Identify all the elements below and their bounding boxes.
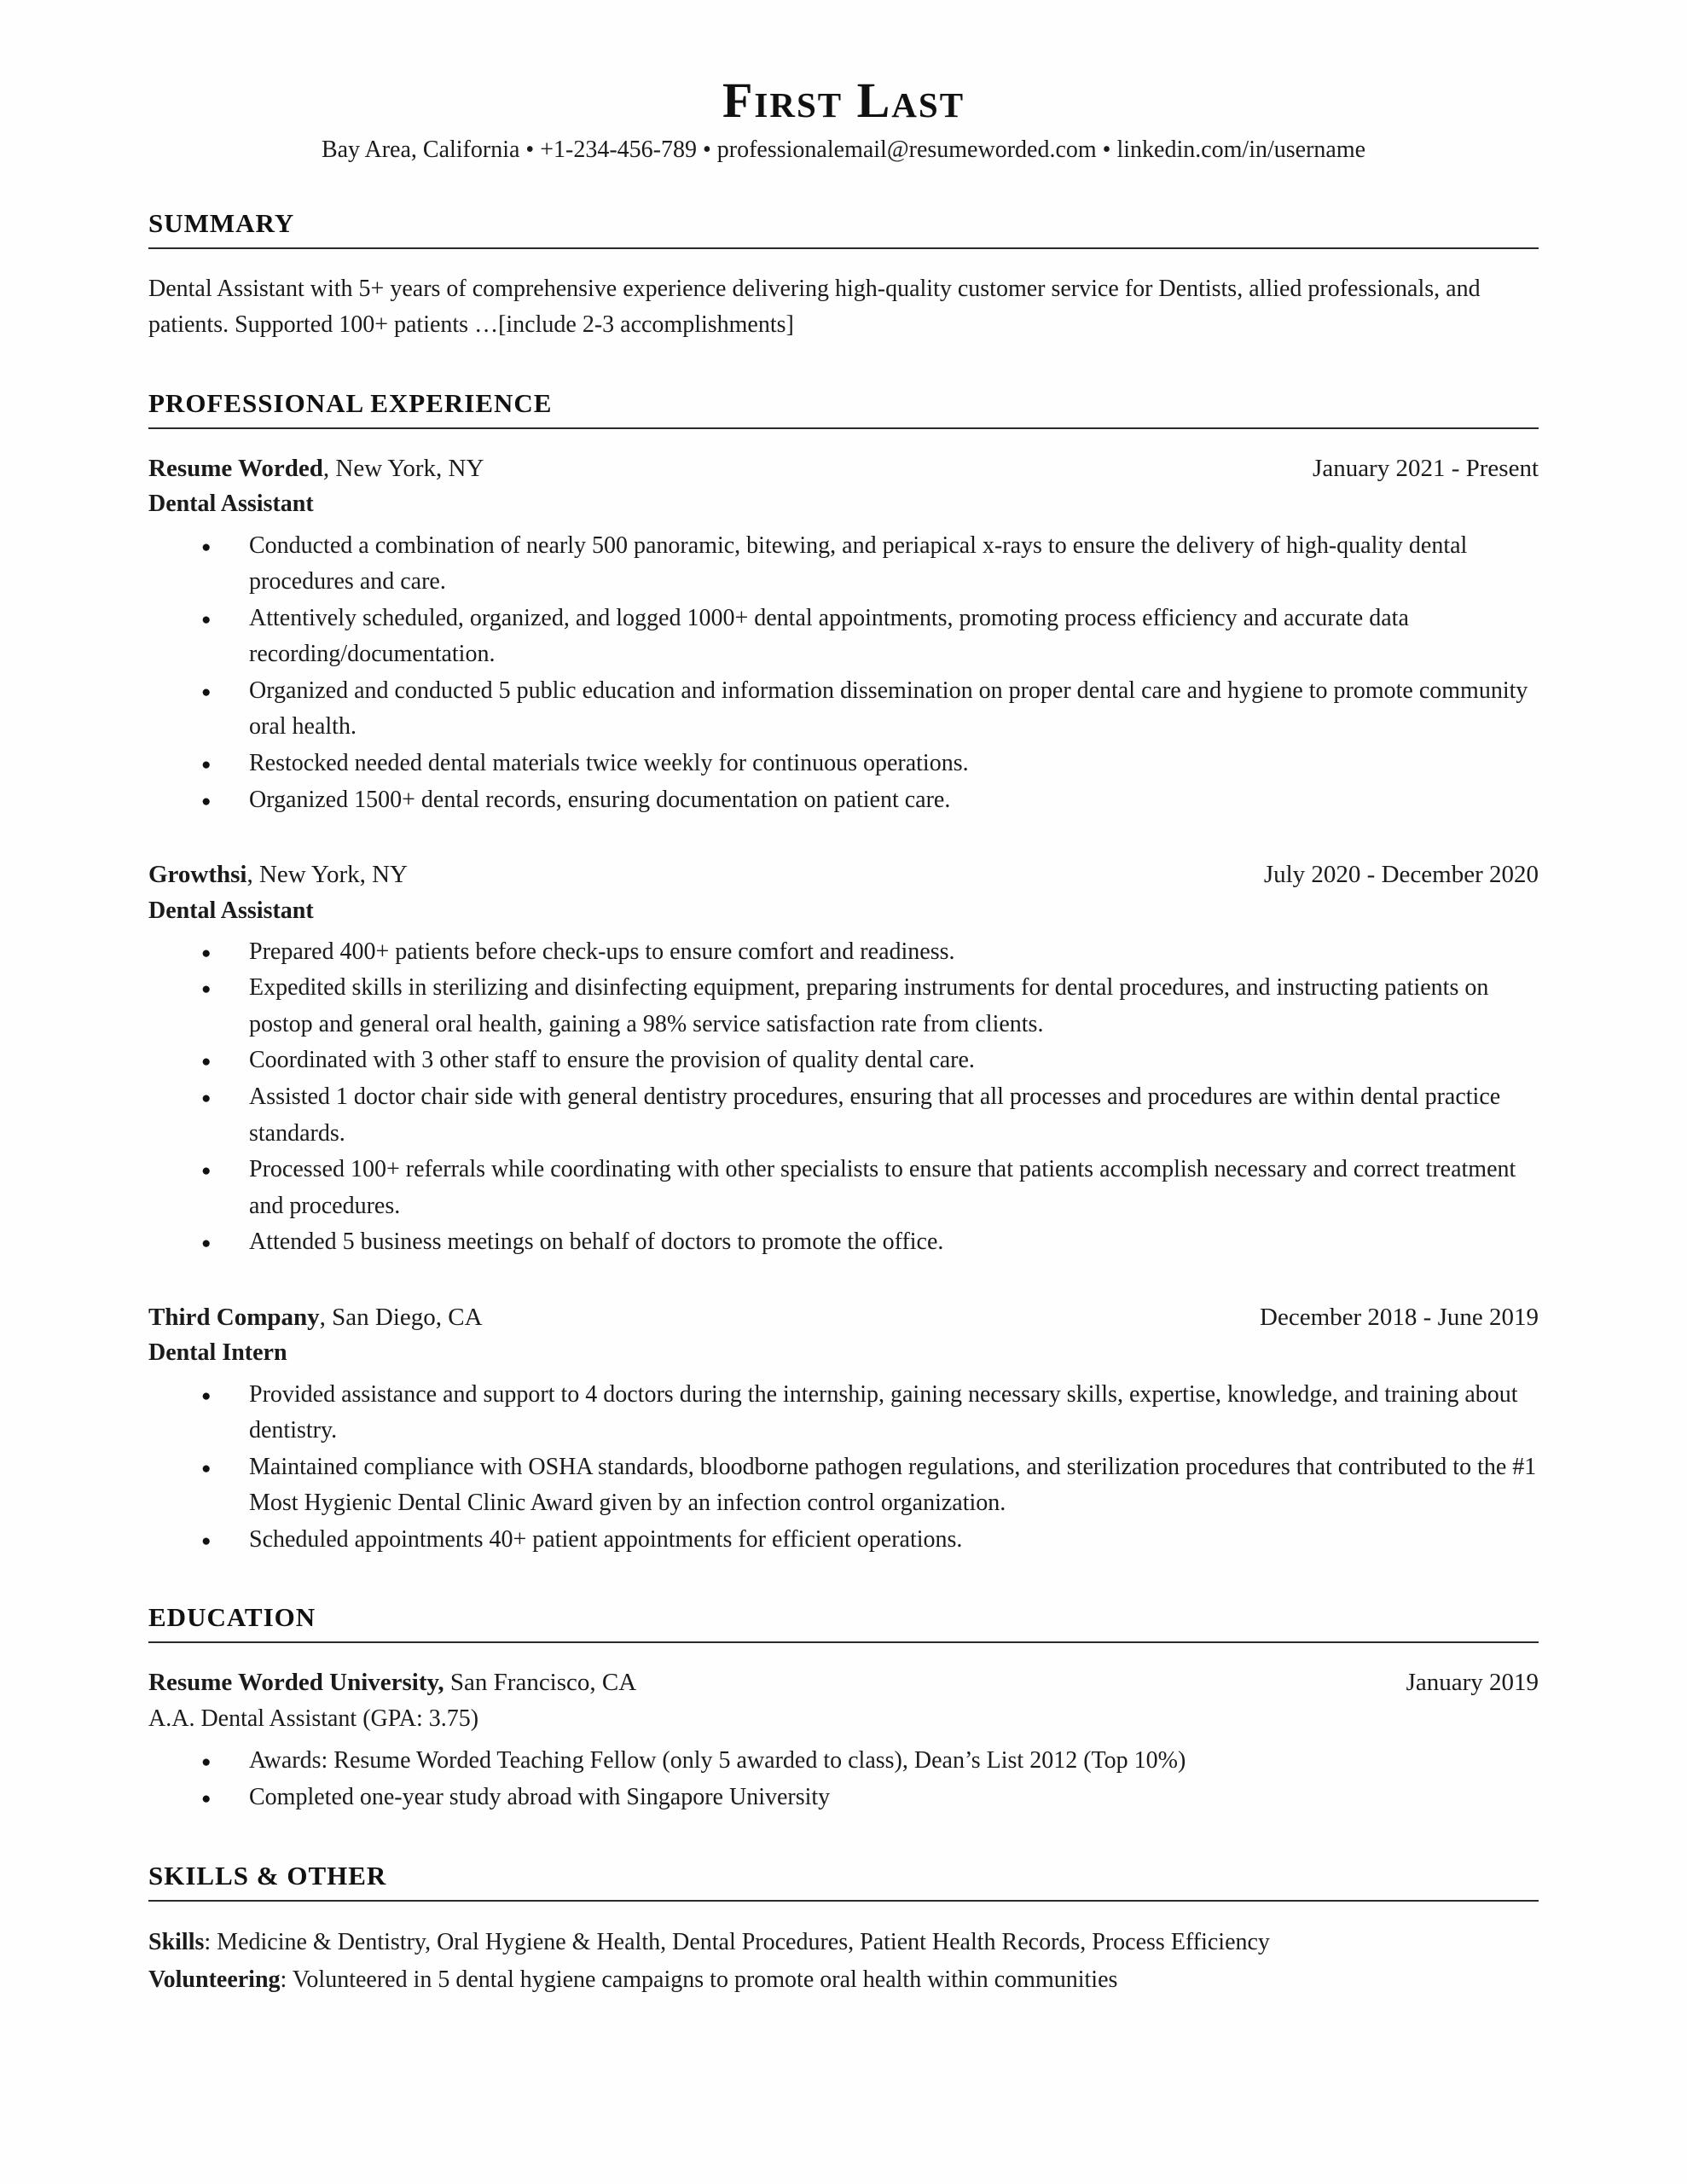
section-summary	[148, 208, 1539, 344]
company-name: Growthsi	[148, 861, 247, 889]
bullet-item: ● Restocked needed dental materials twice weekly for continuous operations.	[148, 746, 1539, 782]
skills-heading: SKILLS & OTHER	[148, 1861, 1539, 1902]
job-role: Dental Assistant	[148, 897, 314, 924]
job-dates: July 2020 - December 2020	[1263, 861, 1539, 889]
summary-text: Dental Assistant with 5+ years of comprehensive experience delivering high-quality customer service for Dentists, allied professionals, and patients. Supported 100+ patients …[include 2-3 accomplishments]	[148, 275, 1481, 339]
degree-line: A.A. Dental Assistant (GPA: 3.75)	[148, 1705, 479, 1732]
job-entry	[148, 451, 1539, 818]
skills-line	[148, 1924, 1539, 1962]
bullet-item: ● Processed 100+ referrals while coordinating with other specialists to ensure that patients accomplish necessary and correct treatment and procedures.	[148, 1152, 1539, 1224]
education-dates: January 2019	[1406, 1669, 1539, 1697]
experience-heading: PROFESSIONAL EXPERIENCE	[148, 388, 1539, 429]
job-entry	[148, 857, 1539, 1261]
job-title-line	[148, 857, 408, 892]
job-entry	[148, 1300, 1539, 1559]
bullet-item: ● Assisted 1 doctor chair side with general dentistry procedures, ensuring that all processes and procedures are within dental practice standards.	[148, 1079, 1539, 1152]
candidate-name: First Last	[722, 73, 965, 128]
bullet-item: ● Attended 5 business meetings on behalf of doctors to promote the office.	[148, 1224, 1539, 1261]
skills-label: Skills	[148, 1928, 205, 1955]
job-title-line	[148, 451, 484, 486]
education-header	[148, 1665, 1539, 1700]
bullet-item: ● Completed one-year study abroad with Singapore University	[148, 1780, 1539, 1816]
bullet-item: ● Attentively scheduled, organized, and logged 1000+ dental appointments, promoting process efficiency and accurate data recording/documentation.	[148, 601, 1539, 673]
bullet-item: ● Organized and conducted 5 public education and information dissemination on proper dental care and hygiene to promote community oral health.	[148, 673, 1539, 746]
education-bullet-list	[148, 1743, 1539, 1815]
job-dates: December 2018 - June 2019	[1260, 1303, 1539, 1331]
bullet-item: ● Conducted a combination of nearly 500 panoramic, bitewing, and periapical x-rays to ensure the delivery of high-quality dental procedures and care.	[148, 528, 1539, 601]
job-role: Dental Assistant	[148, 491, 314, 518]
school-location: San Francisco, CA	[443, 1669, 637, 1697]
school-title-line	[148, 1665, 636, 1700]
company-location: , New York, NY	[322, 454, 484, 482]
bullet-item: ● Coordinated with 3 other staff to ensure the provision of quality dental care.	[148, 1043, 1539, 1079]
job-header	[148, 857, 1539, 892]
bullet-item: ● Expedited skills in sterilizing and disinfecting equipment, preparing instruments for dental procedures, and instructing patients on postop and general oral health, gaining a 98% service satisfaction rate from clients.	[148, 970, 1539, 1043]
job-dates: January 2021 - Present	[1313, 454, 1539, 482]
job-bullet-list	[148, 528, 1539, 818]
bullet-item: ● Maintained compliance with OSHA standards, bloodborne pathogen regulations, and sterilization procedures that contributed to the #1 Most Hygienic Dental Clinic Award given by an infection control organization.	[148, 1449, 1539, 1522]
bullet-item: ● Provided assistance and support to 4 doctors during the internship, gaining necessary skills, expertise, knowledge, and training about dentistry.	[148, 1377, 1539, 1449]
school-name: Resume Worded University,	[148, 1669, 444, 1697]
bullet-item: ● Awards: Resume Worded Teaching Fellow (only 5 awarded to class), Dean’s List 2012 (Top 10%)	[148, 1743, 1539, 1780]
contact-line: Bay Area, California • +1-234-456-789 • professionalemail@resumeworded.com • linkedin.com/in/username	[321, 136, 1366, 163]
company-name: Resume Worded	[148, 454, 323, 482]
education-entry	[148, 1665, 1539, 1815]
job-bullet-list	[148, 1377, 1539, 1559]
job-header	[148, 451, 1539, 486]
job-header	[148, 1300, 1539, 1335]
company-location: , San Diego, CA	[319, 1303, 483, 1331]
bullet-item: ● Scheduled appointments 40+ patient appointments for efficient operations.	[148, 1522, 1539, 1559]
summary-heading: SUMMARY	[148, 208, 1539, 249]
company-location: , New York, NY	[246, 861, 408, 889]
section-skills	[148, 1861, 1539, 2001]
job-title-line	[148, 1300, 483, 1335]
bullet-item: ● Organized 1500+ dental records, ensuring documentation on patient care.	[148, 782, 1539, 819]
volunteering-text: : Volunteered in 5 dental hygiene campaigns to promote oral health within communities	[280, 1966, 1118, 1994]
job-bullet-list	[148, 934, 1539, 1261]
volunteering-label: Volunteering	[148, 1966, 281, 1994]
skills-text: : Medicine & Dentistry, Oral Hygiene & Health, Dental Procedures, Patient Health Records, Process Efficiency	[204, 1928, 1270, 1955]
job-role: Dental Intern	[148, 1339, 287, 1367]
education-heading: EDUCATION	[148, 1602, 1539, 1643]
bullet-item: ● Prepared 400+ patients before check-ups to ensure comfort and readiness.	[148, 934, 1539, 971]
section-education	[148, 1602, 1539, 1815]
section-experience	[148, 388, 1539, 1558]
company-name: Third Company	[148, 1303, 320, 1331]
volunteering-line	[148, 1961, 1539, 2000]
resume-header	[148, 73, 1539, 164]
